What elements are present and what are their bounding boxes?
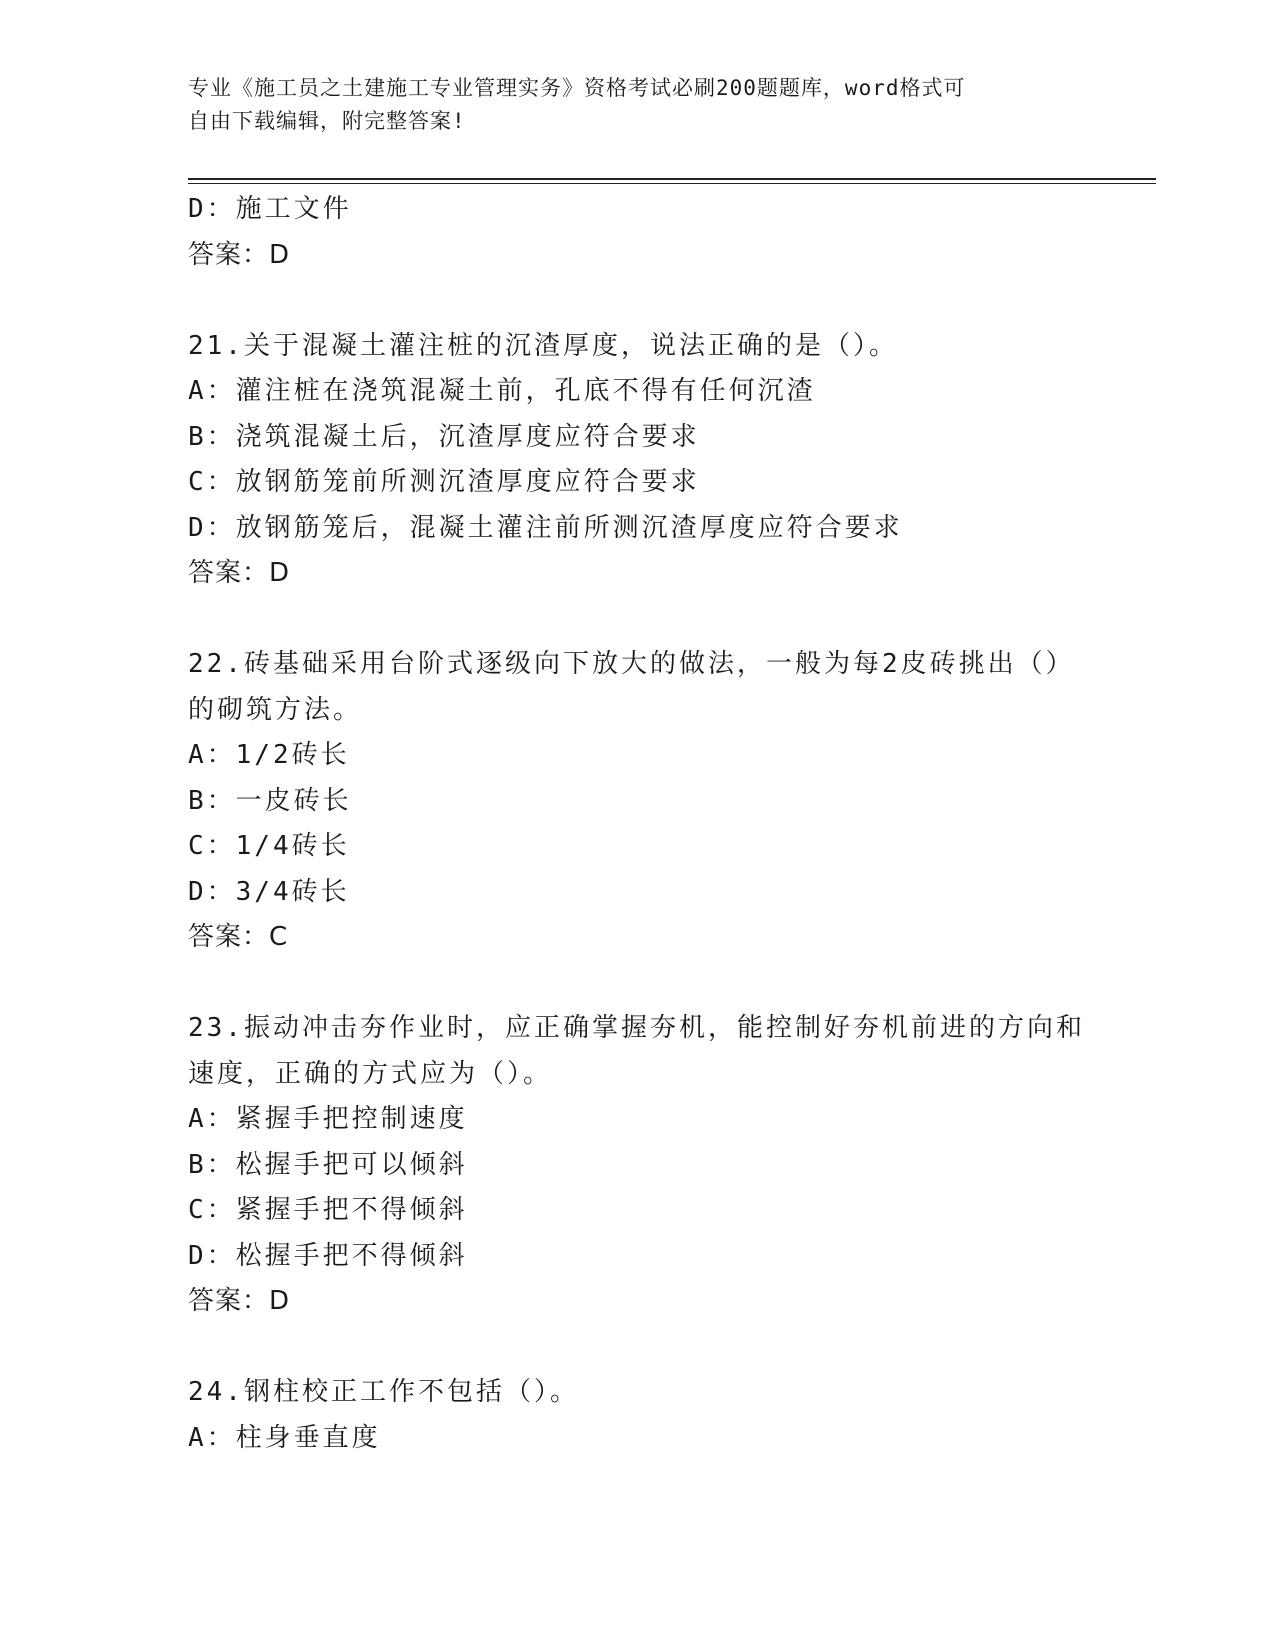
spacer <box>188 278 1088 324</box>
question-stem-continued: 的砌筑方法。 <box>188 694 363 725</box>
question-24 <box>188 1370 1088 1461</box>
question-content <box>188 187 1088 1461</box>
option-a: A：柱身垂直度 <box>188 1422 381 1453</box>
header-title-line-2: 自由下载编辑，附完整答案! <box>188 109 466 133</box>
option-b: B：松握手把可以倾斜 <box>188 1149 468 1180</box>
header-divider <box>188 178 1156 184</box>
spacer <box>188 597 1088 643</box>
option-a: A：灌注桩在浇筑混凝土前，孔底不得有任何沉渣 <box>188 376 816 406</box>
question-21 <box>188 324 1088 597</box>
question-stem-continued: 速度，正确的方式应为（）。 <box>188 1058 553 1089</box>
spacer <box>188 1325 1088 1371</box>
option-a: A：1/2砖长 <box>188 740 350 770</box>
answer: 答案：D <box>188 558 291 588</box>
question-stem: 22.砖基础采用台阶式逐级向下放大的做法，一般为每2皮砖挑出（） <box>188 649 1075 679</box>
question-stem: 23.振动冲击夯作业时，应正确掌握夯机，能控制好夯机前进的方向和 <box>188 1013 1085 1043</box>
spacer <box>188 961 1088 1007</box>
option-d: D：施工文件 <box>188 194 352 224</box>
question-22 <box>188 642 1088 961</box>
option-d: D：松握手把不得倾斜 <box>188 1240 468 1271</box>
question-20-tail <box>188 187 1088 278</box>
option-b: B：浇筑混凝土后，沉渣厚度应符合要求 <box>188 421 700 452</box>
option-a: A：紧握手把控制速度 <box>188 1104 468 1134</box>
page-header <box>188 72 1068 138</box>
header-title-line-1: 专业《施工员之土建施工专业管理实务》资格考试必刷200题题库，word格式可 <box>188 76 966 100</box>
question-stem: 24.钢柱校正工作不包括（）。 <box>188 1377 579 1407</box>
option-b: B：一皮砖长 <box>188 785 352 816</box>
option-c: C：1/4砖长 <box>188 831 350 861</box>
answer: 答案：D <box>188 1286 291 1316</box>
question-23 <box>188 1006 1088 1325</box>
answer: 答案：C <box>188 922 289 952</box>
option-d: D：放钢筋笼后，混凝土灌注前所测沉渣厚度应符合要求 <box>188 512 903 543</box>
option-c: C：紧握手把不得倾斜 <box>188 1195 468 1225</box>
question-stem: 21.关于混凝土灌注桩的沉渣厚度，说法正确的是（）。 <box>188 330 898 361</box>
option-c: C：放钢筋笼前所测沉渣厚度应符合要求 <box>188 467 700 497</box>
answer: 答案：D <box>188 239 291 270</box>
option-d: D：3/4砖长 <box>188 876 350 907</box>
